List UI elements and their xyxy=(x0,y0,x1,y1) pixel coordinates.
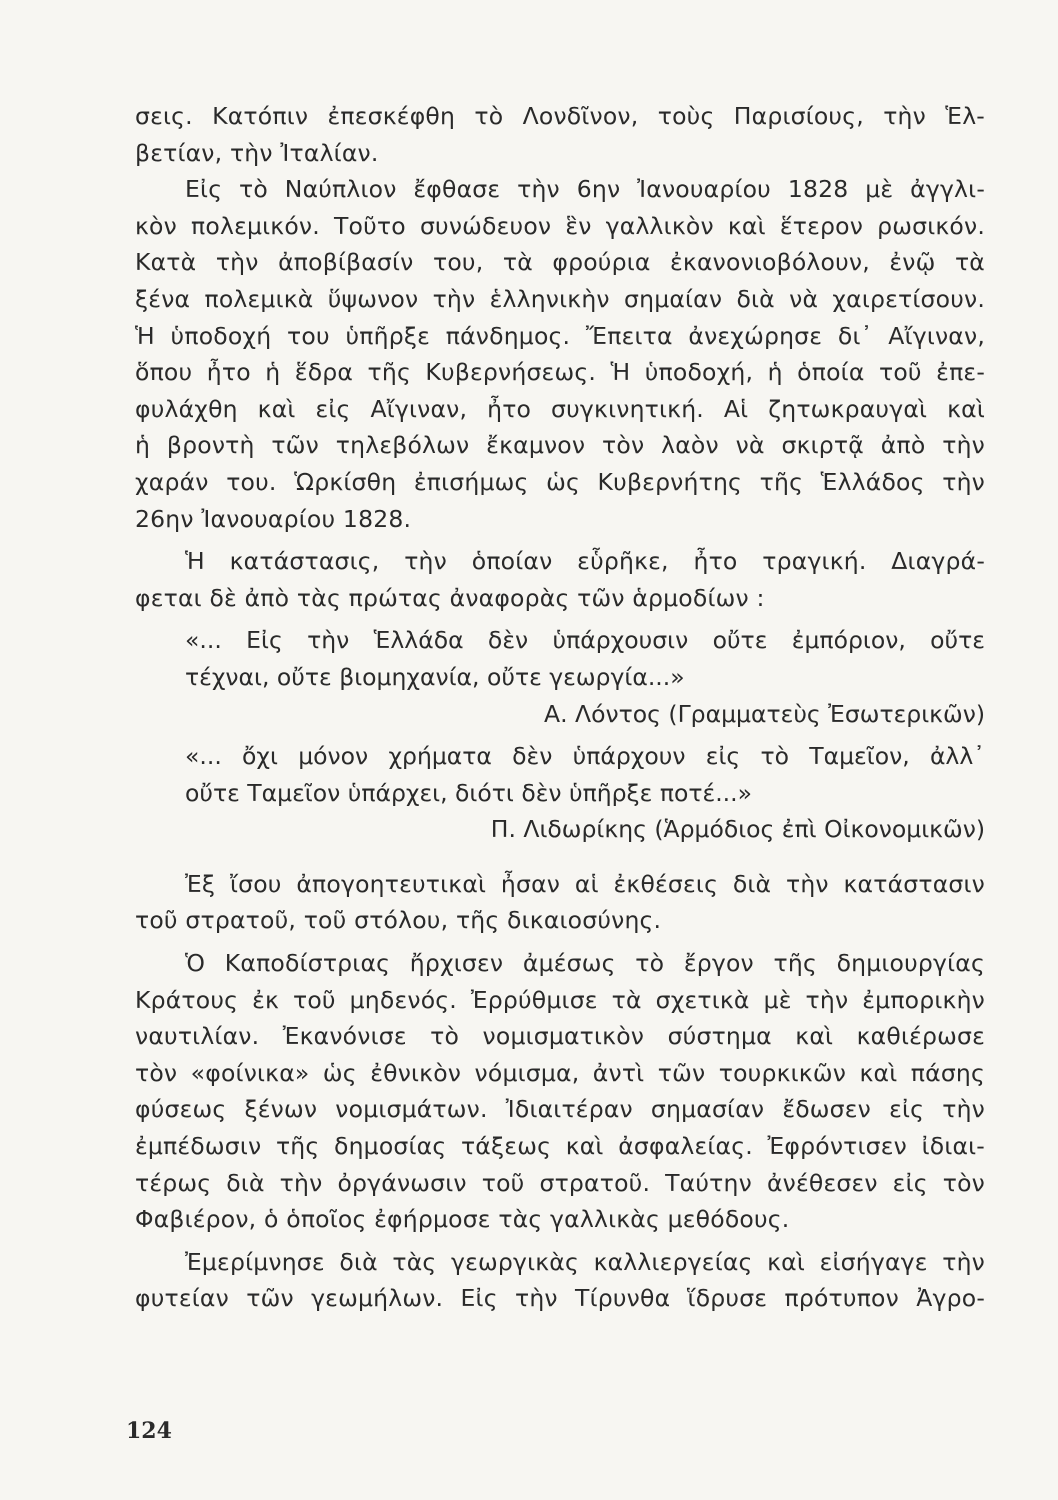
text-line: Εἰς τὸ Ναύπλιον ἔφθασε τὴν 6ην Ἰανουαρίου 1828 μὲ ἀγγλι- xyxy=(185,175,985,204)
quote-line: «... ὄχι μόνον χρήματα δὲν ὑπάρχουν εἰς τὸ Ταμεῖον, ἀλλ᾿ xyxy=(185,742,985,771)
text-line: ναυτιλίαν. Ἐκανόνισε τὸ νομισματικὸν σύστημα καὶ καθιέρωσε xyxy=(135,1022,985,1051)
paragraph xyxy=(135,866,985,939)
quote-attribution: Π. Λιδωρίκης (Ἁρμόδιος ἐπὶ Οἰκονομικῶν) xyxy=(490,815,985,844)
text-line: φυτείαν τῶν γεωμήλων. Εἰς τὴν Τίρυνθα ἵδρυσε πρότυπον Ἀγρο- xyxy=(135,1284,985,1313)
text-line: Ἐξ ἴσου ἀπογοητευτικαὶ ἦσαν αἱ ἐκθέσεις διὰ τὴν κατάστασιν xyxy=(185,869,985,898)
text-line: κὸν πολεμικόν. Τοῦτο συνώδευον ἓν γαλλικὸν καὶ ἕτερον ρωσικόν. xyxy=(135,211,985,240)
text-line: Φαβιέρον, ὁ ὁποῖος ἐφήρμοσε τὰς γαλλικὰς μεθόδους. xyxy=(135,1205,790,1234)
text-line: ἡ βροντὴ τῶν τηλεβόλων ἔκαμνον τὸν λαὸν νὰ σκιρτᾷ ἀπὸ τὴν xyxy=(135,431,985,460)
text-line: Ὁ Καποδίστριας ἤρχισεν ἀμέσως τὸ ἔργον τῆς δημιουργίας xyxy=(185,949,985,978)
text-line: φεται δὲ ἀπὸ τὰς πρώτας ἀναφορὰς τῶν ἁρμοδίων : xyxy=(135,583,765,612)
block-quote xyxy=(135,622,985,732)
paragraph xyxy=(135,1244,985,1317)
text-line: χαράν του. Ὡρκίσθη ἐπισήμως ὡς Κυβερνήτης τῆς Ἑλλάδος τὴν xyxy=(135,467,985,496)
text-line: Κατὰ τὴν ἀποβίβασίν του, τὰ φρούρια ἐκανονιοβόλουν, ἐνῷ τὰ xyxy=(135,248,985,277)
text-line: Κράτους ἐκ τοῦ μηδενός. Ἐρρύθμισε τὰ σχετικὰ μὲ τὴν ἐμπορικὴν xyxy=(135,985,985,1014)
text-line: 26ην Ἰανουαρίου 1828. xyxy=(135,504,412,533)
text-line: βετίαν, τὴν Ἰταλίαν. xyxy=(135,138,379,167)
page-number: 124 xyxy=(126,1418,172,1444)
text-line: ὅπου ἦτο ἡ ἕδρα τῆς Κυβερνήσεως. Ἡ ὑποδοχή, ἡ ὁποία τοῦ ἐπε- xyxy=(135,358,985,387)
paragraph xyxy=(135,171,985,537)
text-line: Ἐμερίμνησε διὰ τὰς γεωργικὰς καλλιεργείας καὶ εἰσήγαγε τὴν xyxy=(185,1247,985,1276)
page-text xyxy=(135,98,985,1317)
text-line: φύσεως ξένων νομισμάτων. Ἰδιαιτέραν σημασίαν ἔδωσεν εἰς τὴν xyxy=(135,1095,985,1124)
text-line: ἐμπέδωσιν τῆς δημοσίας τάξεως καὶ ἀσφαλείας. Ἐφρόντισεν ἰδιαι- xyxy=(135,1132,985,1161)
quote-attribution: Α. Λόντος (Γραμματεὺς Ἐσωτερικῶν) xyxy=(544,699,985,728)
quote-line: «... Εἰς τὴν Ἑλλάδα δὲν ὑπάρχουσιν οὔτε ἐμπόριον, οὔτε xyxy=(185,626,985,655)
text-line: Ἡ κατάστασις, τὴν ὁποίαν εὗρῆκε, ἦτο τραγική. Διαγρά- xyxy=(185,547,985,576)
quote-line: οὔτε Ταμεῖον ὑπάρχει, διότι δὲν ὑπῆρξε ποτέ...» xyxy=(185,778,752,807)
paragraph xyxy=(135,945,985,1238)
text-line: τέρως διὰ τὴν ὀργάνωσιν τοῦ στρατοῦ. Ταύτην ἀνέθεσεν εἰς τὸν xyxy=(135,1168,985,1197)
text-line: ξένα πολεμικὰ ὕψωνον τὴν ἑλληνικὴν σημαίαν διὰ νὰ χαιρετίσουν. xyxy=(135,284,985,313)
text-line: τὸν «φοίνικα» ὡς ἐθνικὸν νόμισμα, ἀντὶ τῶν τουρκικῶν καὶ πάσης xyxy=(135,1058,985,1087)
text-line: φυλάχθη καὶ εἰς Αἴγιναν, ἦτο συγκινητική. Αἱ ζητωκραυγαὶ καὶ xyxy=(135,394,985,423)
paragraph xyxy=(135,98,985,171)
text-line: σεις. Κατόπιν ἐπεσκέφθη τὸ Λονδῖνον, τοὺς Παρισίους, τὴν Ἑλ- xyxy=(135,102,985,130)
paragraph xyxy=(135,543,985,616)
quote-line: τέχναι, οὔτε βιομηχανία, οὔτε γεωργία...» xyxy=(185,662,685,691)
text-line: Ἡ ὑποδοχή του ὑπῆρξε πάνδημος. Ἔπειτα ἀνεχώρησε δι᾿ Αἴγιναν, xyxy=(135,321,985,350)
text-line: τοῦ στρατοῦ, τοῦ στόλου, τῆς δικαιοσύνης. xyxy=(135,906,662,935)
block-quote xyxy=(135,738,985,848)
